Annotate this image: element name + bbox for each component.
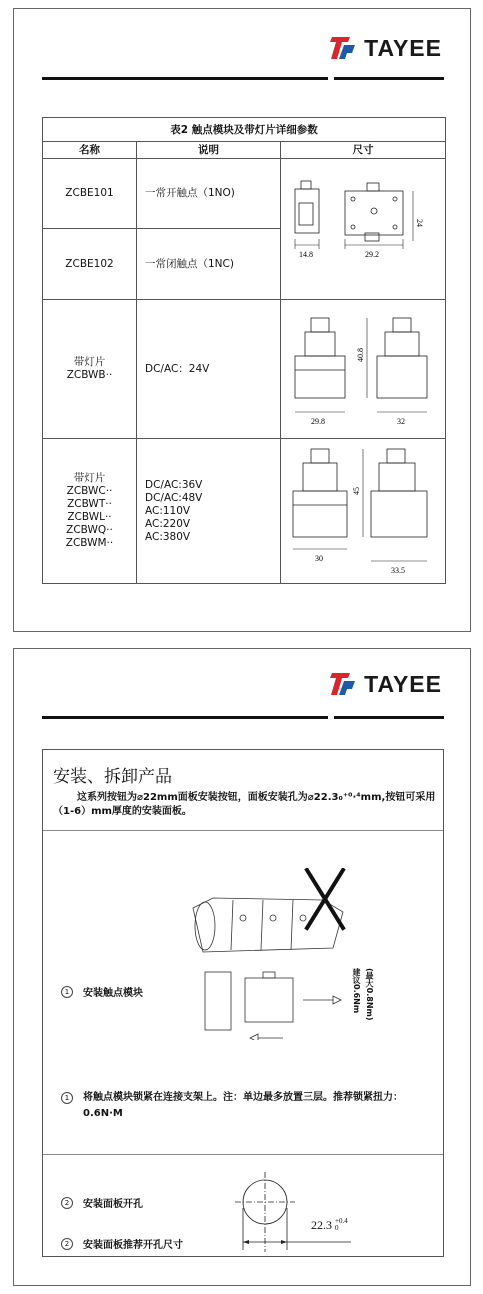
lamp-holder-drawing <box>281 300 445 439</box>
product-name: 带灯片 <box>73 472 106 484</box>
tol-upper: +0.4 <box>335 1217 348 1225</box>
cell-dims <box>281 300 445 438</box>
hole-dimension <box>311 1218 348 1233</box>
voltage-spec: DC/AC:48V <box>145 491 203 504</box>
header-name: 名称 <box>43 142 137 158</box>
page-2 <box>13 648 471 1286</box>
cell-dims <box>281 159 445 299</box>
dim-height: 40.8 <box>356 348 365 362</box>
brand-name: TAYEE <box>364 34 442 61</box>
step-lock-contact <box>61 1090 441 1122</box>
header-rule-left <box>42 716 328 719</box>
section-title: 安装、拆卸产品 <box>53 767 172 787</box>
step-number: 2 <box>61 1238 73 1250</box>
product-code: ZCBWB·· <box>66 369 113 381</box>
step-number: 1 <box>61 986 73 998</box>
step-panel-hole-size <box>61 1236 183 1251</box>
voltage-spec: AC:110V <box>145 504 191 517</box>
page-1 <box>13 8 471 632</box>
row1-descs <box>137 159 281 299</box>
cell-desc <box>137 159 280 229</box>
tayee-logo-icon <box>328 669 358 699</box>
header-rule-right <box>334 716 444 719</box>
voltage-spec: DC/AC：24V <box>145 362 210 375</box>
brand-logo <box>328 33 442 63</box>
cell-name <box>43 439 137 583</box>
dim-width: 14.8 <box>299 250 313 259</box>
step-number: 1 <box>61 1092 73 1104</box>
dim-length: 29.2 <box>365 250 379 259</box>
dim-height: 45 <box>352 487 361 495</box>
header-desc: 说明 <box>137 142 281 158</box>
dim-height: 24 <box>415 219 424 227</box>
voltage-spec: AC:380V <box>145 530 191 543</box>
cell-name <box>43 300 137 438</box>
step-install-contact <box>61 984 143 999</box>
header-dims: 尺寸 <box>352 144 374 156</box>
header-rule-left <box>42 77 328 80</box>
step-label: 将触点模块锁紧在连接支架上。注：单边最多放置三层。推荐锁紧扭力：0.6N·M <box>83 1092 403 1119</box>
cell-dims <box>281 439 445 583</box>
product-code: ZCBWL·· <box>67 511 112 523</box>
dim-length: 32 <box>397 417 405 426</box>
product-code: ZCBWQ·· <box>66 524 113 536</box>
tayee-logo-icon <box>328 33 358 63</box>
table-row <box>43 300 445 439</box>
product-code: ZCBWT·· <box>67 498 112 510</box>
product-desc: 一常闭触点（1NC) <box>145 257 234 270</box>
install-section <box>42 749 444 1257</box>
cell-desc <box>137 229 280 299</box>
cell-desc <box>137 439 281 583</box>
torque-max: (最大0.8Nm) <box>365 968 374 1021</box>
lamp-holder-drawing <box>281 439 445 583</box>
product-code: ZCBE102 <box>65 257 114 270</box>
cell-name <box>43 229 136 299</box>
brand-name: TAYEE <box>364 670 442 697</box>
product-code: ZCBE101 <box>65 187 114 199</box>
contact-module-drawing <box>281 159 445 300</box>
voltage-spec: DC/AC:36V <box>145 478 203 491</box>
voltage-spec: AC:220V <box>145 517 191 530</box>
hole-dim-tolerance <box>335 1218 348 1232</box>
panel-hole-drawing <box>221 1168 361 1252</box>
contact-module-assembly-drawing <box>183 868 353 1040</box>
product-name: 带灯片 <box>73 356 106 368</box>
step-panel-hole <box>61 1195 143 1210</box>
step-label: 安装面板推荐开孔尺寸 <box>83 1240 183 1251</box>
cell-desc <box>137 300 281 438</box>
dim-width: 30 <box>315 554 323 563</box>
tol-lower: 0 <box>335 1224 339 1232</box>
table-caption: 表2 触点模块及带灯片详细参数 <box>43 118 445 142</box>
dim-length: 33.5 <box>391 566 405 575</box>
intro-text <box>53 791 438 819</box>
product-code: ZCBWC·· <box>66 485 113 497</box>
torque-recommend: 建议0.6Nm <box>352 968 361 1014</box>
brand-logo <box>328 669 442 699</box>
intro-paragraph: 这系列按钮为⌀22mm面板安装按钮，面板安装孔为⌀22.3₀⁺⁰·⁴mm,按钮可采用（1-6）mm厚度的安装面板。 <box>53 792 436 817</box>
dim-width: 29.8 <box>311 417 325 426</box>
step-label: 安装触点模块 <box>83 988 143 999</box>
divider <box>43 1154 443 1155</box>
header-rule-right <box>334 77 444 80</box>
hole-dim-value: 22.3 <box>311 1218 332 1232</box>
table-header <box>43 142 445 159</box>
divider <box>43 830 443 831</box>
product-desc: 一常开触点（1NO) <box>145 187 235 199</box>
cell-name <box>43 159 136 229</box>
row1-names <box>43 159 137 299</box>
table-row <box>43 159 445 300</box>
spec-table <box>42 117 446 584</box>
product-code: ZCBWM·· <box>65 537 114 549</box>
step-number: 2 <box>61 1197 73 1209</box>
table-row <box>43 439 445 583</box>
step-label: 安装面板开孔 <box>83 1199 143 1210</box>
